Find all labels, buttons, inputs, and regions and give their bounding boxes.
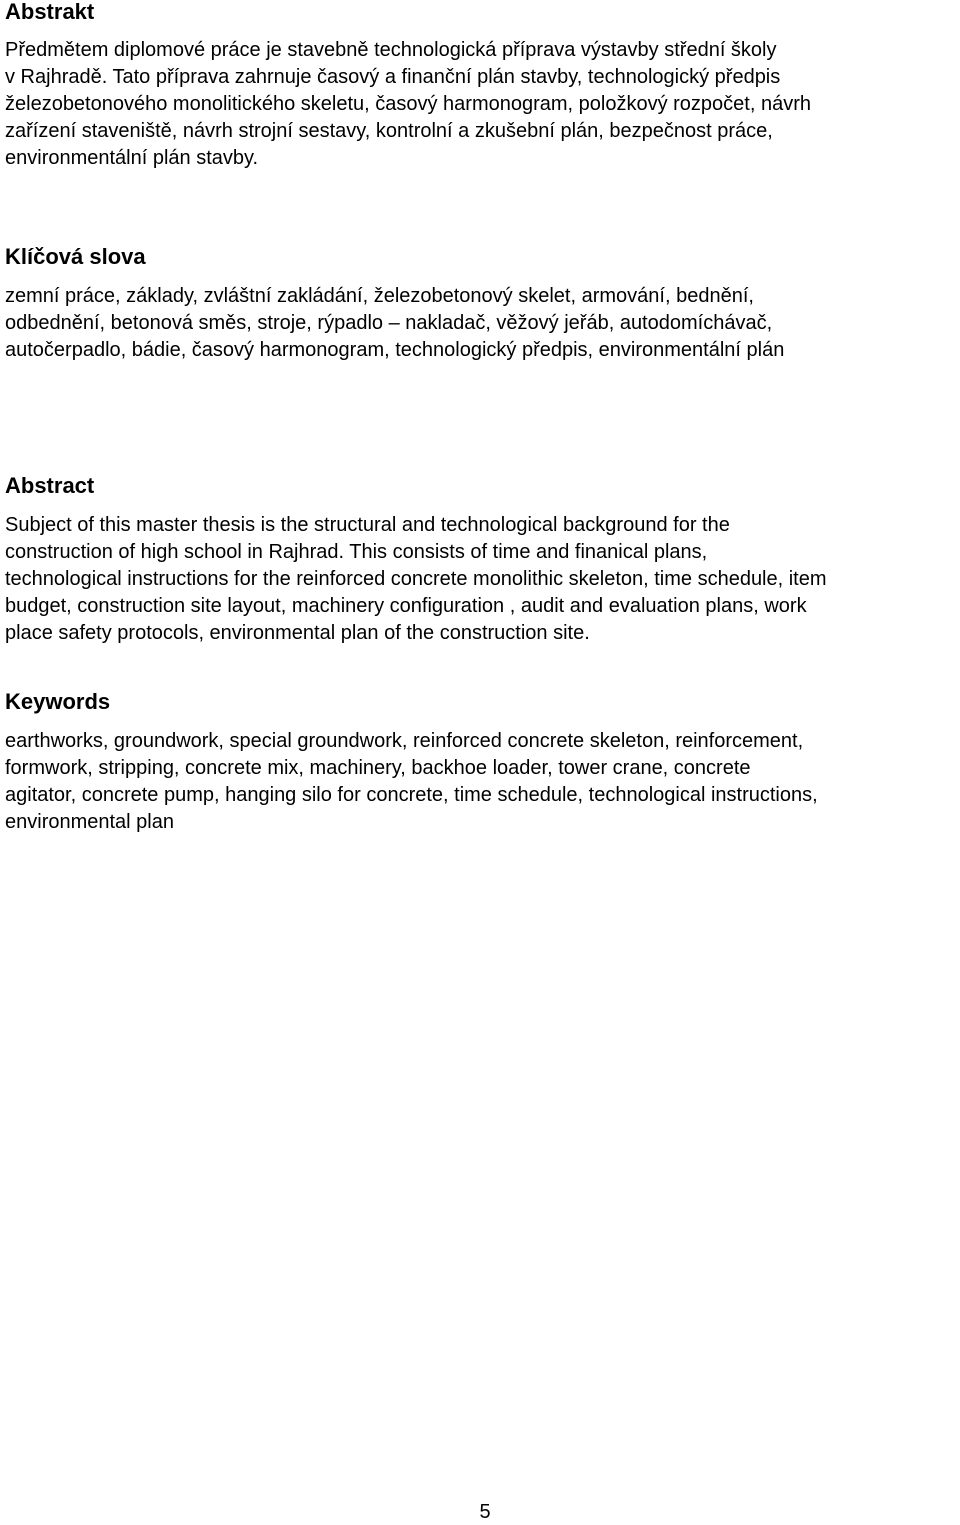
abstrakt-line: zařízení staveniště, návrh strojní sestavy, kontrolní a zkušební plán, bezpečnost práce,: [5, 120, 773, 142]
keywords-line: agitator, concrete pump, hanging silo for concrete, time schedule, technological instructions,: [5, 784, 818, 806]
abstrakt-line: Předmětem diplomové práce je stavebně technologická příprava výstavby střední školy: [5, 39, 777, 61]
abstract-line: construction of high school in Rajhrad. This consists of time and finanical plans,: [5, 541, 708, 563]
abstract-line: place safety protocols, environmental plan of the construction site.: [5, 622, 590, 644]
abstract-paragraph: [5, 512, 957, 647]
abstrakt-line: v Rajhradě. Tato příprava zahrnuje časový a finanční plán stavby, technologický předpis: [5, 66, 781, 88]
keywords-line: environmental plan: [5, 811, 174, 833]
abstrakt-line: železobetonového monolitického skeletu, časový harmonogram, položkový rozpočet, návrh: [5, 93, 811, 115]
klicova-slova-heading: Klíčová slova: [5, 244, 146, 269]
abstrakt-heading: Abstrakt: [5, 0, 95, 24]
keywords-heading: Keywords: [5, 689, 111, 714]
keywords-line: earthworks, groundwork, special groundwork, reinforced concrete skeleton, reinforcement,: [5, 730, 804, 752]
abstrakt-paragraph: [5, 37, 957, 172]
klicova-slova-line: zemní práce, základy, zvláštní zakládání, železobetonový skelet, armování, bednění,: [5, 285, 754, 307]
keywords-paragraph: [5, 728, 957, 836]
abstract-line: Subject of this master thesis is the structural and technological background for the: [5, 514, 730, 536]
klicova-slova-paragraph: [5, 283, 957, 364]
klicova-slova-line: odbednění, betonová směs, stroje, rýpadlo – nakladač, věžový jeřáb, autodomíchávač,: [5, 312, 773, 334]
abstract-line: budget, construction site layout, machinery configuration , audit and evaluation plans, work: [5, 595, 807, 617]
abstract-heading: Abstract: [5, 473, 95, 498]
klicova-slova-line: autočerpadlo, bádie, časový harmonogram, technologický předpis, environmentální plán: [5, 339, 785, 361]
abstrakt-line: environmentální plán stavby.: [5, 147, 259, 169]
page-number: 5: [479, 1501, 491, 1523]
keywords-line: formwork, stripping, concrete mix, machinery, backhoe loader, tower crane, concrete: [5, 757, 751, 779]
abstract-line: technological instructions for the reinforced concrete monolithic skeleton, time schedule, item: [5, 568, 827, 590]
